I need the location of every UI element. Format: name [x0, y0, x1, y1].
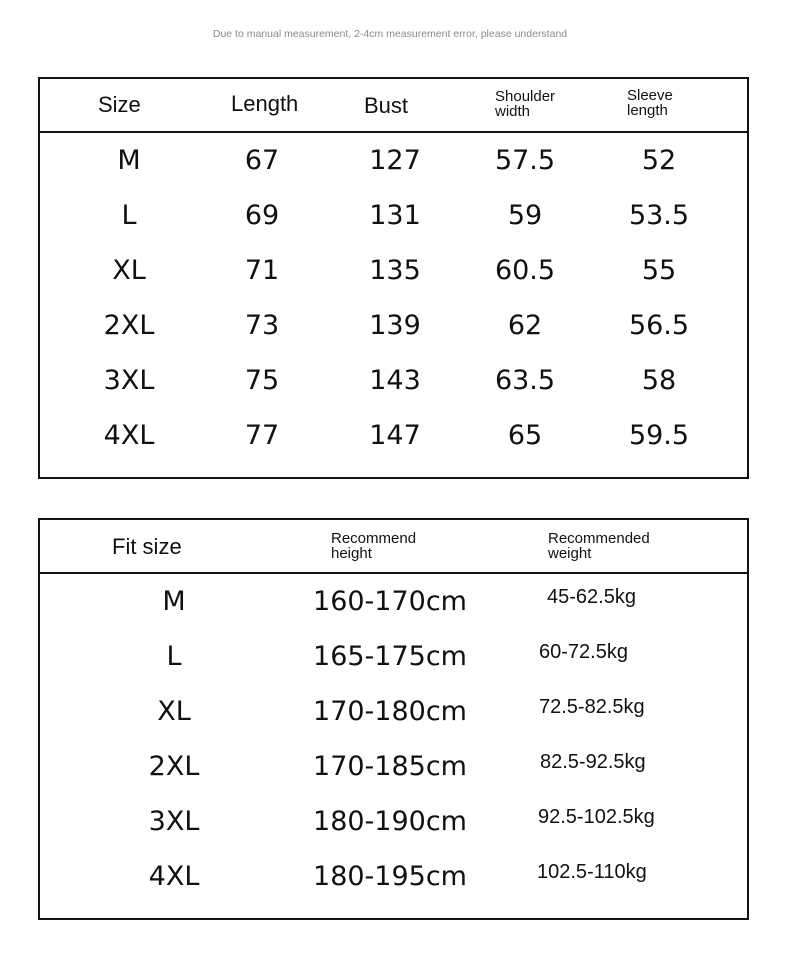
header-sleeve-length — [627, 88, 747, 118]
recommend-height-cell: 180-195cm — [313, 861, 467, 892]
length-cell: 75 — [244, 365, 280, 396]
shoulder-width-cell: 59 — [507, 200, 543, 231]
bust-cell: 127 — [369, 145, 421, 176]
recommended-weight-cell: 82.5-92.5kg — [540, 751, 646, 773]
header-weight-line2: weight — [548, 545, 592, 562]
table-row — [40, 739, 747, 794]
header-height-line2: height — [331, 545, 372, 562]
fit-size-cell: 3XL — [148, 806, 200, 837]
size-chart-table — [38, 77, 749, 479]
recommend-height-cell: 170-180cm — [313, 696, 467, 727]
bust-cell: 135 — [369, 255, 421, 286]
header-shoulder-line2: width — [495, 103, 531, 120]
table-row — [40, 188, 747, 243]
length-cell: 77 — [244, 420, 280, 451]
length-cell: 71 — [244, 255, 280, 286]
table-row — [40, 629, 747, 684]
size-cell: L — [121, 200, 137, 231]
shoulder-width-cell: 57.5 — [494, 145, 556, 176]
table-row — [40, 794, 747, 849]
header-recommended-weight — [548, 531, 668, 561]
sleeve-length-cell: 53.5 — [628, 200, 690, 231]
measurement-note: Due to manual measurement, 2-4cm measurement error, please understand — [212, 28, 568, 40]
table-row — [40, 353, 747, 408]
recommended-weight-cell: 102.5-110kg — [537, 861, 647, 883]
size-chart-header — [40, 79, 747, 133]
fit-size-cell: XL — [157, 696, 191, 727]
table-row — [40, 298, 747, 353]
header-length: Length — [231, 91, 299, 116]
shoulder-width-cell: 63.5 — [494, 365, 556, 396]
header-recommend-height — [331, 531, 451, 561]
bust-cell: 131 — [369, 200, 421, 231]
size-cell: XL — [112, 255, 146, 286]
sleeve-length-cell: 56.5 — [628, 310, 690, 341]
sleeve-length-cell: 55 — [641, 255, 677, 286]
header-size: Size — [98, 92, 141, 117]
header-weight-line1: Recommended — [548, 530, 650, 547]
header-shoulder-width — [495, 89, 615, 119]
table-row — [40, 574, 747, 629]
size-cell: 4XL — [103, 420, 155, 451]
fit-size-cell: 2XL — [148, 751, 200, 782]
recommend-height-cell: 165-175cm — [313, 641, 467, 672]
header-sleeve-line1: Sleeve — [627, 87, 673, 104]
shoulder-width-cell: 65 — [507, 420, 543, 451]
sleeve-length-cell: 58 — [641, 365, 677, 396]
sleeve-length-cell: 52 — [641, 145, 677, 176]
fit-size-cell: M — [162, 586, 186, 617]
table-row — [40, 133, 747, 188]
length-cell: 73 — [244, 310, 280, 341]
shoulder-width-cell: 60.5 — [494, 255, 556, 286]
recommended-weight-cell: 72.5-82.5kg — [539, 696, 645, 718]
table-row — [40, 684, 747, 739]
fit-size-cell: 4XL — [148, 861, 200, 892]
length-cell: 67 — [244, 145, 280, 176]
fit-size-cell: L — [166, 641, 182, 672]
sleeve-length-cell: 59.5 — [628, 420, 690, 451]
header-fit-size: Fit size — [112, 534, 182, 559]
bust-cell: 147 — [369, 420, 421, 451]
size-cell: M — [117, 145, 141, 176]
table-row — [40, 849, 747, 904]
recommended-weight-cell: 60-72.5kg — [539, 641, 628, 663]
recommend-height-cell: 170-185cm — [313, 751, 467, 782]
header-sleeve-line2: length — [627, 102, 668, 119]
table-row — [40, 243, 747, 298]
table-row — [40, 408, 747, 463]
shoulder-width-cell: 62 — [507, 310, 543, 341]
fit-size-table — [38, 518, 749, 920]
bust-cell: 143 — [369, 365, 421, 396]
header-height-line1: Recommend — [331, 530, 417, 547]
size-cell: 2XL — [103, 310, 155, 341]
size-cell: 3XL — [103, 365, 155, 396]
header-shoulder-line1: Shoulder — [495, 88, 556, 105]
length-cell: 69 — [244, 200, 280, 231]
recommend-height-cell: 160-170cm — [313, 586, 467, 617]
recommend-height-cell: 180-190cm — [313, 806, 467, 837]
fit-size-header — [40, 520, 747, 574]
recommended-weight-cell: 45-62.5kg — [547, 586, 636, 608]
bust-cell: 139 — [369, 310, 421, 341]
header-bust: Bust — [364, 93, 409, 118]
recommended-weight-cell: 92.5-102.5kg — [538, 806, 655, 828]
